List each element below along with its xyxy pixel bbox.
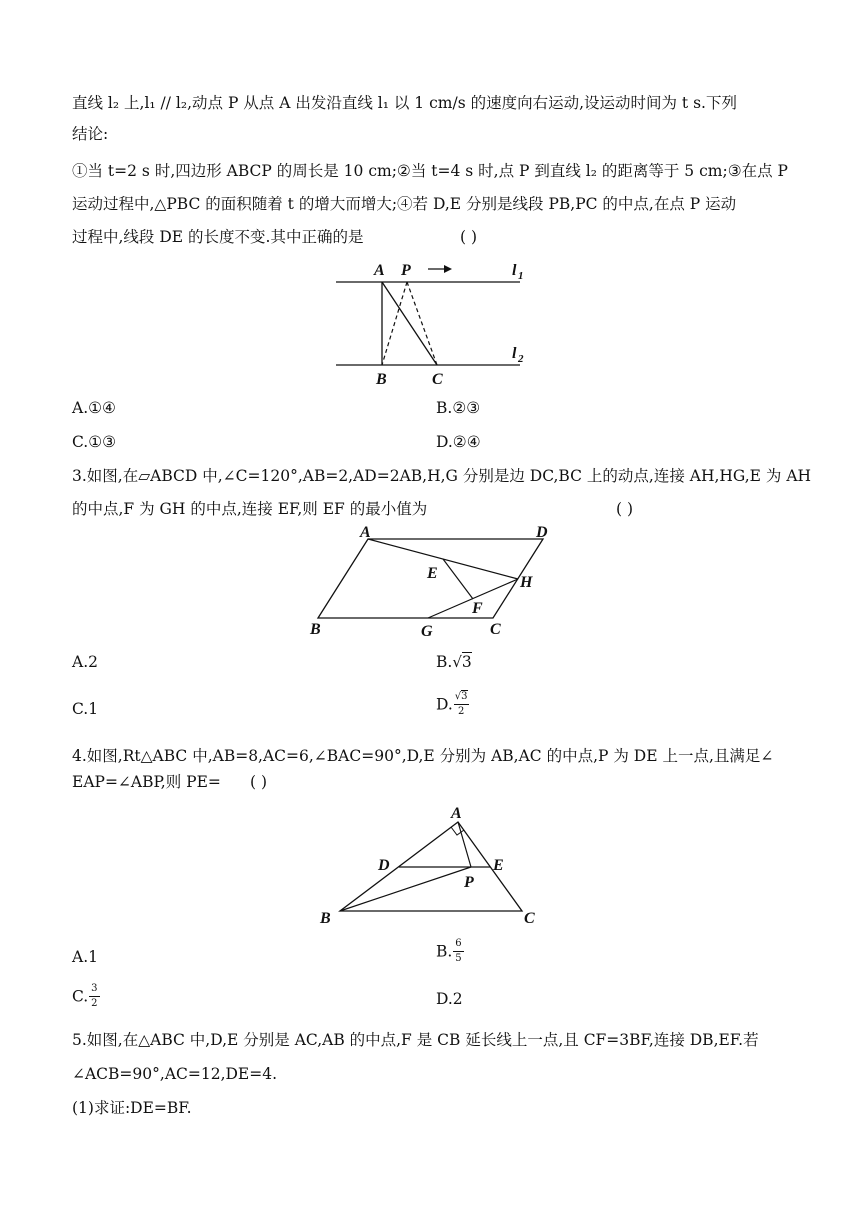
q5-text-line-1: 5.如图,在△ABC 中,D,E 分别是 AC,AB 的中点,F 是 CB 延长线上一点,且 CF=3BF,连接 DB,EF.若 <box>72 1031 759 1049</box>
label-h: H <box>520 574 533 591</box>
q4-option-b <box>436 937 464 966</box>
segment-ac <box>382 282 437 365</box>
label-b: B <box>376 371 387 387</box>
label-e: E <box>427 565 438 582</box>
q2-option-d: D.②④ <box>436 433 481 451</box>
q4-figure <box>312 798 552 928</box>
q4-text-line-1: 4.如图,Rt△ABC 中,AB=8,AC=6,∠BAC=90°,D,E 分别为 AB,AC 的中点,P 为 DE 上一点,且满足∠ <box>72 747 774 765</box>
q3-option-b-prefix: B. <box>436 653 453 671</box>
segment-ap <box>458 822 471 867</box>
q4-option-b-numerator: 6 <box>453 937 463 952</box>
label-c: C <box>490 621 501 638</box>
label-c: C <box>432 371 443 387</box>
label-a: A <box>451 805 462 822</box>
q4-option-c <box>72 982 100 1011</box>
q3-option-b <box>436 651 472 673</box>
sqrt-icon: √ <box>452 653 462 671</box>
q4-option-b-prefix: B. <box>436 942 453 961</box>
q5-text-line-3: (1)求证:DE=BF. <box>72 1099 192 1117</box>
q5-text-line-2: ∠ACB=90°,AC=12,DE=4. <box>72 1065 278 1083</box>
label-e: E <box>493 857 504 874</box>
q4-option-c-denominator: 2 <box>91 998 98 1009</box>
sqrt-icon: √ <box>454 691 462 702</box>
q2-text-line-2: 结论: <box>72 125 109 143</box>
q2-text-line-4: 运动过程中,△PBC 的面积随着 t 的增大而增大;④若 D,E 分别是线段 PB,PC 的中点,在点 P 运动 <box>72 195 737 213</box>
label-b: B <box>320 910 331 927</box>
label-l2: l <box>512 345 517 362</box>
label-c: C <box>524 910 535 927</box>
q3-text-line-1: 3.如图,在▱ABCD 中,∠C=120°,AB=2,AD=2AB,H,G 分别是边 DC,BC 上的动点,连接 AH,HG,E 为 AH <box>72 467 812 485</box>
arrow-head-icon <box>444 265 452 273</box>
q4-option-c-fraction <box>89 982 99 1011</box>
label-d: D <box>536 524 548 541</box>
q3-option-d-numerator: 3 <box>461 691 468 702</box>
q2-text-line-5: 过程中,线段 DE 的长度不变.其中正确的是 <box>72 228 364 246</box>
label-b: B <box>310 621 321 638</box>
label-p: P <box>464 874 474 891</box>
label-g: G <box>421 623 433 640</box>
q3-option-a: A.2 <box>72 653 98 671</box>
q2-option-c: C.①③ <box>72 433 117 451</box>
q4-answer-paren: ( ) <box>250 773 268 791</box>
label-l2-sub: 2 <box>518 353 524 365</box>
q4-text-line-2: EAP=∠ABP,则 PE= <box>72 773 221 791</box>
q2-option-a: A.①④ <box>72 399 116 417</box>
q3-option-d-denominator: 2 <box>457 706 465 717</box>
q3-option-b-radicand: 3 <box>461 653 472 671</box>
q2-option-b: B.②③ <box>436 399 481 417</box>
segment-pc <box>407 282 437 365</box>
label-l1-sub: 1 <box>518 270 524 282</box>
q3-option-d-prefix: D. <box>436 695 453 714</box>
q4-option-c-numerator: 3 <box>89 982 99 997</box>
label-d: D <box>378 857 390 874</box>
q3-option-d <box>436 690 469 719</box>
q2-figure <box>330 255 530 387</box>
q2-text-line-1: 直线 l₂ 上,l₁ // l₂,动点 P 从点 A 出发沿直线 l₁ 以 1 cm/s 的速度向右运动,设运动时间为 t s.下列 <box>72 94 737 112</box>
q2-text-line-3: ①当 t=2 s 时,四边形 ABCP 的周长是 10 cm;②当 t=4 s 时,点 P 到直线 l₂ 的距离等于 5 cm;③在点 P <box>72 162 788 180</box>
label-l1: l <box>512 262 517 279</box>
label-f: F <box>472 600 483 617</box>
label-p: P <box>401 262 411 279</box>
label-a: A <box>360 524 371 541</box>
q3-option-c: C.1 <box>72 700 99 718</box>
q4-option-b-denominator: 5 <box>455 953 462 964</box>
q2-answer-paren: ( ) <box>460 228 478 246</box>
q4-option-c-prefix: C. <box>72 987 89 1006</box>
label-a: A <box>374 262 385 279</box>
q4-option-a: A.1 <box>72 948 98 966</box>
q3-answer-paren: ( ) <box>616 500 634 518</box>
q4-option-d: D.2 <box>436 990 463 1008</box>
segment-bp <box>340 867 471 911</box>
q4-option-b-fraction <box>453 937 463 966</box>
q3-text-line-2: 的中点,F 为 GH 的中点,连接 EF,则 EF 的最小值为 <box>72 500 428 518</box>
q3-figure <box>300 522 560 644</box>
segment-ef <box>443 559 473 599</box>
segment-pb <box>382 282 407 365</box>
q3-option-d-fraction <box>454 690 469 719</box>
